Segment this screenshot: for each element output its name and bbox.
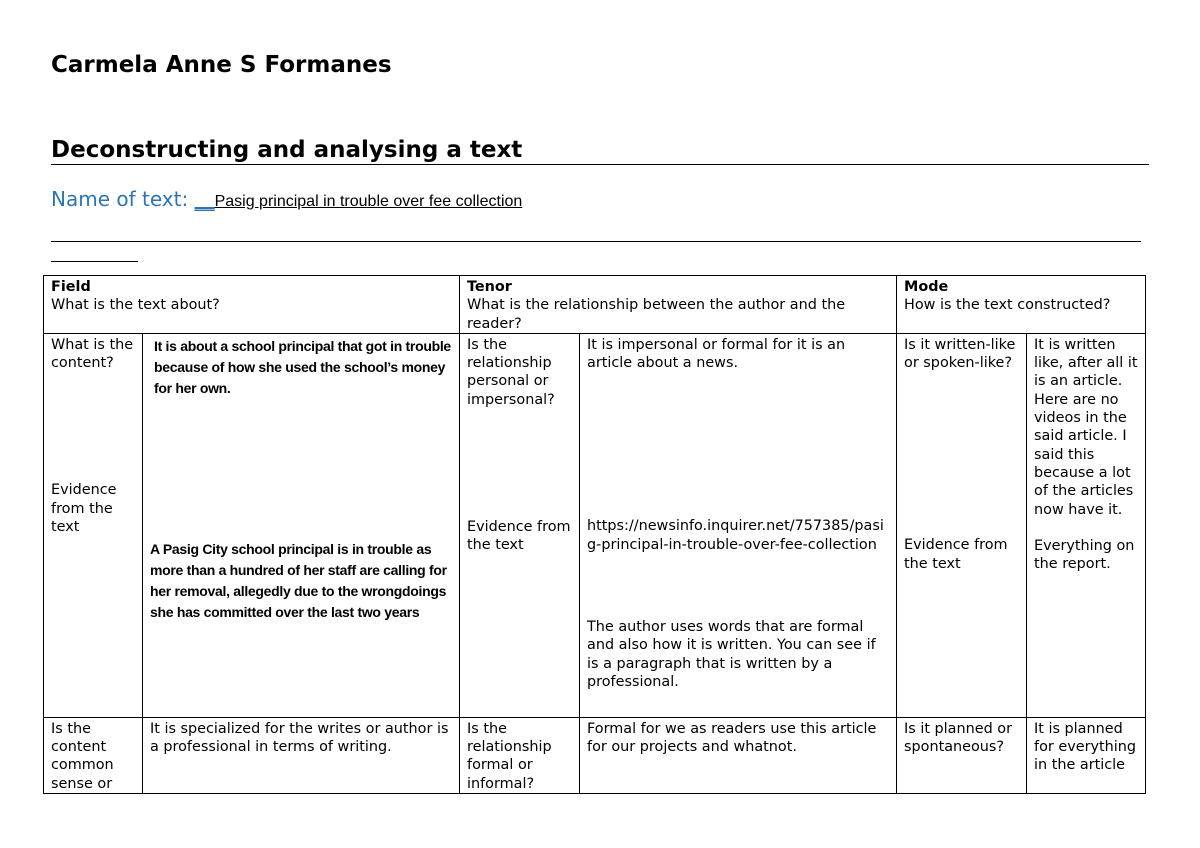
author-name: Carmela Anne S Formanes [51, 52, 392, 78]
field-content-question: What is the content? [51, 336, 134, 372]
table-row [44, 333, 1146, 717]
blank-line-long [51, 241, 1141, 242]
tenor-personal-question: Is the relationship personal or impersonal? [467, 336, 555, 408]
tenor-evidence-label: Evidence from the text [467, 519, 571, 554]
tenor-formal-answer: Formal for we as readers use this article for our projects and whatnot. [580, 717, 897, 793]
field-title: Field [51, 279, 91, 295]
mode-title: Mode [904, 279, 949, 295]
tenor-title: Tenor [467, 279, 512, 295]
analysis-table [43, 275, 1146, 794]
field-evidence-answer: A Pasig City school principal is in trouble as more than a hundred of her staff are calling for her removal, allegedly due to the wrongdoings she has committed over the last two years [150, 540, 447, 620]
tenor-answer-cell [580, 333, 897, 717]
field-evidence-label: Evidence from the text [51, 482, 117, 536]
text-name-title: Pasig principal in trouble over fee collection [214, 193, 523, 210]
field-content-answer: It is about a school principal that got in trouble because of how she used the school’s money for her own. [154, 337, 451, 396]
field-question-cell [44, 333, 143, 717]
tenor-question-cell [460, 333, 580, 717]
page-title: Deconstructing and analysing a text [51, 137, 1149, 165]
mode-header [897, 276, 1146, 334]
table-row [44, 717, 1146, 793]
tenor-personal-answer: It is impersonal or formal for it is an article about a news. [587, 336, 846, 372]
mode-evidence-answer: Everything on the report. [1034, 537, 1135, 573]
mode-question-cell [897, 333, 1027, 717]
tenor-evidence-url: https://newsinfo.inquirer.net/757385/pasig-principal-in-trouble-over-fee-collection [587, 518, 884, 553]
mode-planned-question: Is it planned or spontaneous? [897, 717, 1027, 793]
mode-planned-answer: It is planned for everything in the article [1027, 717, 1146, 793]
field-header [44, 276, 460, 334]
mode-evidence-label: Evidence from the text [904, 537, 1008, 572]
field-question: What is the text about? [51, 297, 220, 314]
text-name-blank: __ [194, 187, 215, 211]
table-header-row [44, 276, 1146, 334]
tenor-header [460, 276, 897, 334]
tenor-formal-question: Is the relationship formal or informal? [460, 717, 580, 793]
mode-written-question: Is it written-like or spoken-like? [904, 336, 1016, 372]
field-common-answer: It is specialized for the writes or author is a professional in terms of writing. [143, 717, 460, 793]
text-name-line [51, 187, 522, 211]
field-answer-cell [143, 333, 460, 717]
mode-question: How is the text constructed? [904, 297, 1111, 314]
mode-answer-cell [1027, 333, 1146, 717]
blank-line-short [51, 261, 138, 262]
text-name-label: Name of text: [51, 187, 195, 211]
field-common-question: Is the content common sense or [44, 717, 143, 793]
tenor-question: What is the relationship between the author and the reader? [467, 297, 846, 332]
mode-written-answer: It is written like, after all it is an article. Here are no videos in the said article. I said this because a lot of the articles now have it. [1034, 336, 1138, 518]
tenor-evidence-note: The author uses words that are formal and also how it is written. You can see if is a paragraph that is written by a professional. [587, 619, 876, 690]
